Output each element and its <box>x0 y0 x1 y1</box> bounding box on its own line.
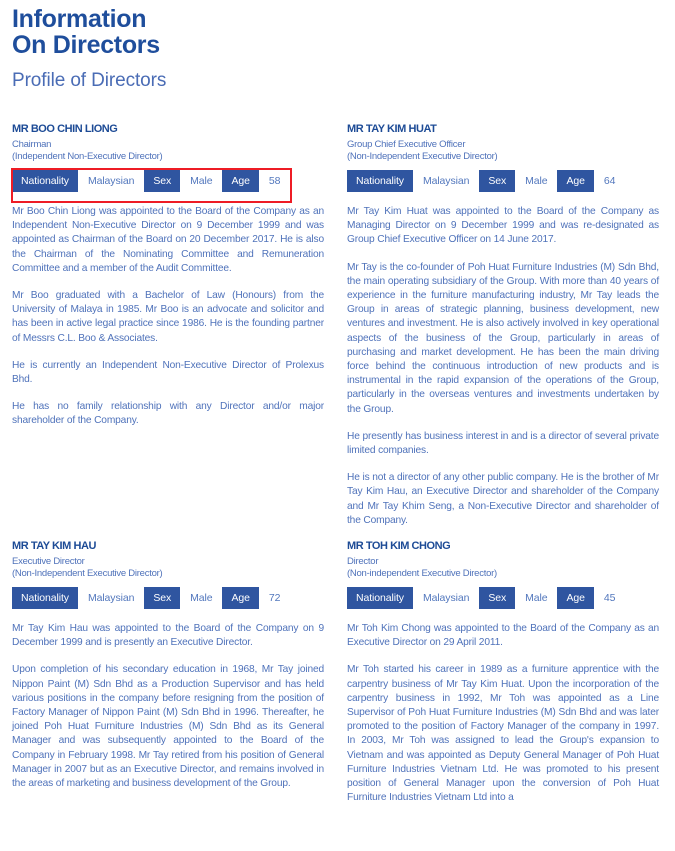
nationality-value: Malaysian <box>422 592 470 605</box>
nationality-label: Nationality <box>347 587 413 609</box>
director-name: MR TOH KIM CHONG <box>347 540 451 553</box>
bio-paragraph: Mr Boo Chin Liong was appointed to the Board of the Company as an Independent Non-Executive Director on 9 December 1999 and was appointed as Chairman of the Board on 20 December 2017. He is also the Chairman of the Nominating Committee and Remuneration Committee and a member of the Audit Committee. <box>12 206 324 274</box>
nationality-label: Nationality <box>12 587 78 609</box>
age-label: Age <box>557 170 593 192</box>
age-value: 64 <box>603 175 616 187</box>
director-name: MR BOO CHIN LIONG <box>12 123 118 135</box>
sex-label: Sex <box>479 587 515 609</box>
director-attributes <box>12 170 324 192</box>
page-subtitle: Profile of Directors <box>12 70 167 91</box>
director-designation: (Non-independent Executive Director) <box>347 567 497 579</box>
director-name: MR TAY KIM HAU <box>12 540 96 553</box>
age-value: 45 <box>603 592 616 605</box>
bio-paragraph: Mr Tay Kim Huat was appointed to the Board of the Company as Managing Director on 9 December 1999 and was re-designated as Group Chief Executive Officer on 14 June 2017. <box>347 206 659 246</box>
bio-paragraph: Mr Toh Kim Chong was appointed to the Board of the Company as an Executive Director on 29 April 2011. <box>347 623 659 649</box>
age-value: 72 <box>268 592 281 605</box>
director-designation: (Non-Independent Executive Director) <box>347 150 498 162</box>
sex-value: Male <box>190 175 213 187</box>
bio-paragraph: Mr Boo graduated with a Bachelor of Law (Honours) from the University of Malaya in 1985. Mr Boo is an advocate and solicitor and has been in active legal practice since 1986. He is the founding partner of Messrs C.L. Boo & Associates. <box>12 290 324 344</box>
profile-row <box>12 123 663 528</box>
page-title <box>12 6 663 58</box>
director-role-title: Chairman <box>12 139 52 150</box>
director-role-title: Executive Director <box>12 556 85 568</box>
director-card-toh-kim-chong <box>347 540 659 805</box>
director-role-title: Group Chief Executive Officer <box>347 139 466 150</box>
director-card-tay-kim-hau <box>12 540 324 805</box>
director-biography <box>12 622 324 791</box>
age-label: Age <box>222 587 258 609</box>
age-label: Age <box>557 587 593 609</box>
director-biography <box>347 622 659 805</box>
sex-label: Sex <box>479 170 515 192</box>
director-role <box>347 139 659 162</box>
nationality-label: Nationality <box>347 170 413 192</box>
director-card-tay-kim-huat <box>347 123 659 528</box>
sex-value: Male <box>190 592 213 605</box>
nationality-value: Malaysian <box>87 175 135 187</box>
director-profiles <box>12 123 663 806</box>
director-role <box>12 556 324 579</box>
bio-paragraph: He is not a director of any other public company. He is the brother of Mr Tay Kim Hau, an Executive Director and shareholder of the Company and Mr Tay Khim Seng, a Non-Executive Director and shareholder of the Company. <box>347 472 659 526</box>
bio-paragraph: He presently has business interest in and is a director of several private limited companies. <box>347 430 659 457</box>
age-label: Age <box>222 170 258 192</box>
director-attributes <box>347 587 659 609</box>
bio-paragraph: Upon completion of his secondary education in 1968, Mr Tay joined Nippon Paint (M) Sdn Bhd as a Production Supervisor and has held various positions in the company before resigning from the position of Factory Manager of Nippon Paint (M) Sdn Bhd in 1996. Thereafter, he joined Poh Huat Furniture Industries (M) Sdn Bhd as its General Manager and was subsequently appointed to the Board of the Company in February 1998. Mr Tay retired from his position of General Manager in 2007 but as an Executive Director, and remains involved in the areas of marketing and business development of the Group. <box>12 664 324 790</box>
page-title-line-2: On Directors <box>12 31 160 59</box>
bio-paragraph: Mr Tay Kim Hau was appointed to the Board of the Company on 9 December 1999 and is presently an Executive Director. <box>12 623 324 649</box>
director-attributes <box>12 587 324 609</box>
nationality-value: Malaysian <box>422 175 470 187</box>
director-card-boo-chin-liong <box>12 123 324 528</box>
sex-value: Male <box>525 592 548 605</box>
director-designation: (Independent Non-Executive Director) <box>12 150 163 162</box>
sex-label: Sex <box>144 170 180 192</box>
nationality-value: Malaysian <box>87 592 135 605</box>
bio-paragraph: He is currently an Independent Non-Executive Director of Prolexus Bhd. <box>12 359 324 386</box>
director-biography <box>12 205 324 429</box>
director-biography <box>347 205 659 528</box>
director-role <box>347 556 659 579</box>
sex-label: Sex <box>144 587 180 609</box>
page-title-line-1: Information <box>12 5 147 33</box>
page-header <box>12 0 663 92</box>
bio-paragraph: He has no family relationship with any Director and/or major shareholder of the Company. <box>12 401 324 427</box>
bio-paragraph: Mr Tay is the co-founder of Poh Huat Furniture Industries (M) Sdn Bhd, the main operating subsidiary of the Group. With more than 40 years of experience in the furniture manufacturing industry, Mr Tay leads the Group in areas of strategic planning, business development, new ventures and investment. He is also actively involved in key operational aspects of the business of the Group, particularly in areas of purchasing and market development. He has been the main driving force behind the continuous introduction of new products and is instrumental in the rapid expansion of the operations of the Group, particularly in the overseas ventures and investments undertaken by the Group. <box>347 261 659 415</box>
bio-paragraph: Mr Toh started his career in 1989 as a furniture apprentice with the carpentry business of Mr Tay Kim Huat. Upon the incorporation of the carpentry business in 1992, Mr Toh was appointed as a Line Supervisor of Poh Huat Furniture Industries (M) Sdn Bhd and was later promoted to the position of Factory Manager of the company in 1997. In 2003, Mr Toh was assigned to lead the Group's expansion to Vietnam and was appointed as Deputy General Manager of Poh Huat Furniture Industries Vietnam Ltd. He was promoted to his present position of General Manager upon the conversion of Poh Huat Furniture Industries Vietnam Ltd into a <box>347 664 659 804</box>
director-name: MR TAY KIM HUAT <box>347 123 437 135</box>
nationality-label: Nationality <box>12 170 78 192</box>
age-value: 58 <box>268 175 281 187</box>
profile-row <box>12 540 663 805</box>
sex-value: Male <box>525 175 548 187</box>
director-role-title: Director <box>347 556 379 568</box>
director-designation: (Non-Independent Executive Director) <box>12 567 163 579</box>
director-role <box>12 139 324 162</box>
director-attributes <box>347 170 659 192</box>
